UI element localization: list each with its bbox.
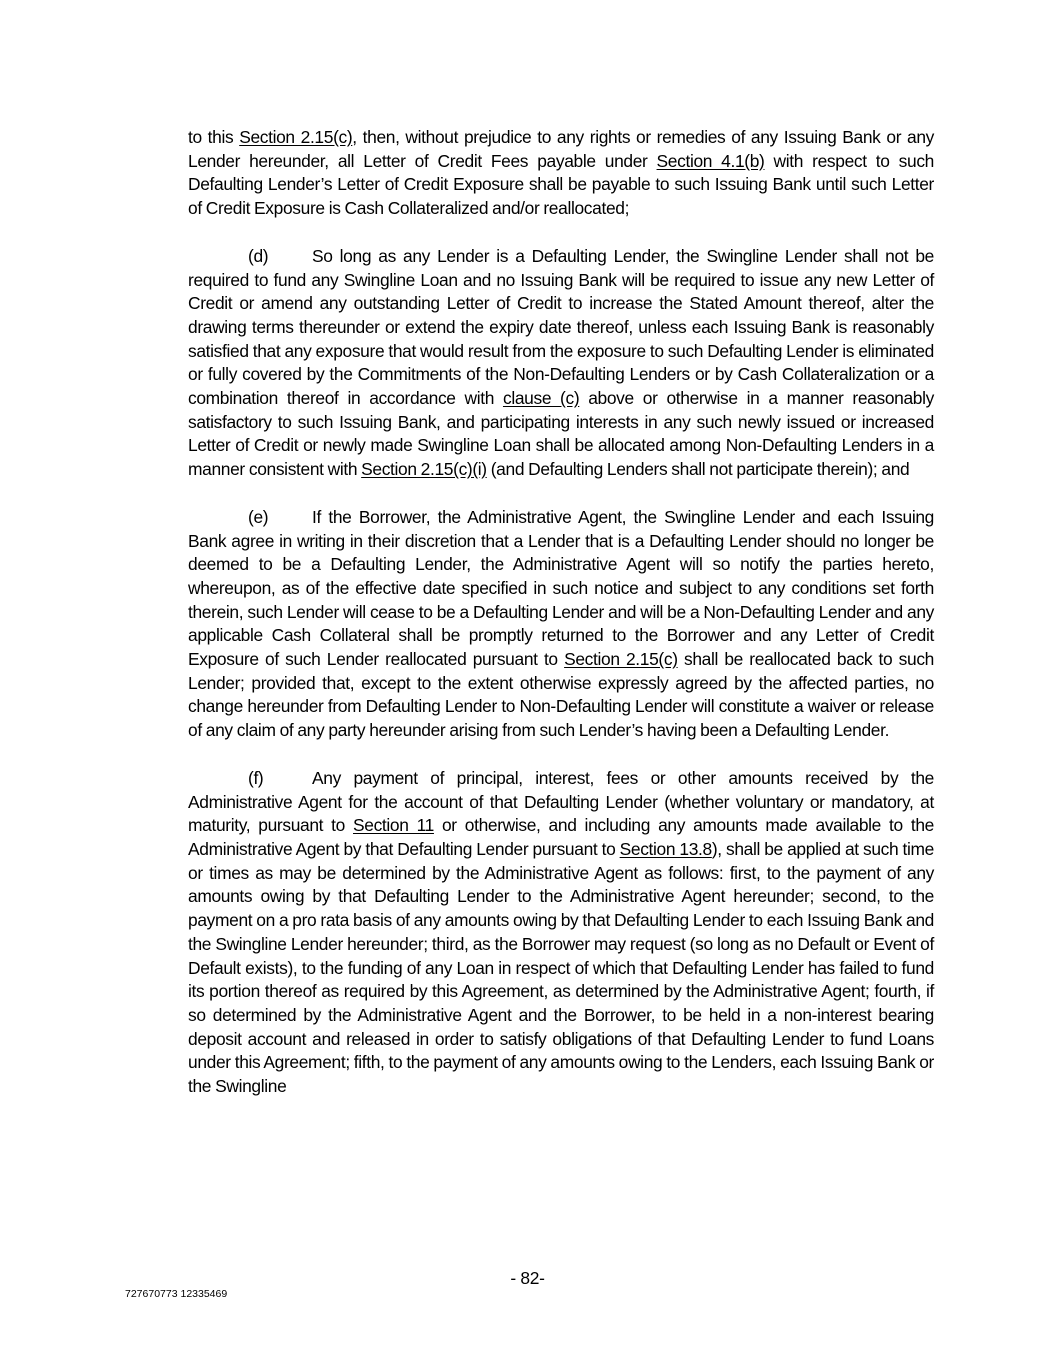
- text-run: ), shall be applied at such time or times as may be determined by the Administrative Agent as follows: first, to the payment of any amounts owing by that Defaulting Lender to the Administrative Agent hereunder; second, to the payment on a pro rata basis of any amounts owing by that Defaulting Lender to each Issuing Bank and the Swingline Lender hereunder; third, as the Borrower may request (so long as no Default or Event of Default exists), to the funding of any Loan in respect of which that Defaulting Lender has failed to fund its portion thereof as required by this Agreement, as determined by the Administrative Agent; fourth, if so determined by the Administrative Agent and the Borrower, to be held in a non-interest bearing deposit account and released in order to satisfy obligations of that Defaulting Lender to fund Loans under this Agreement; fifth, to the payment of any amounts owing to the Lenders, each Issuing Bank or the Swingline: [188, 838, 934, 1097]
- text-run: above or otherwise in a manner reasonably satisfactory to such Issuing Bank, and participating interests in any such newly issued or increased Letter of Credit or newly made Swingline Loan shall be allocated among Non-Defaulting Lenders in a manner consistent with: [188, 388, 934, 480]
- clause-label: (e): [248, 506, 269, 527]
- text-run: So long as any Lender is a Defaulting Lender, the Swingline Lender shall not be required to fund any Swingline Loan and no Issuing Bank will be required to issue any new Letter of Credit or amend any outstanding Letter of Credit to increase the Stated Amount thereof, alter the drawing terms thereunder or extend the expiry date thereof, unless each Issuing Bank is reasonably satisfied that any exposure that would result from the exposure to such Defaulting Lender is eliminated or fully covered by the Commitments of the Non-Defaulting Lenders or by Cash Collateralization or a combination thereof in accordance with: [188, 245, 934, 409]
- paragraph-f: [188, 767, 934, 1099]
- paragraph-e: [188, 506, 934, 743]
- clause-label: (f): [248, 767, 264, 788]
- text-run: or otherwise, and including any amounts made available to the Administrative Agent by that Defaulting Lender pursuant to: [188, 815, 934, 859]
- text-run: to this: [188, 127, 240, 147]
- section-reference: Section 2.15(c)(i): [361, 459, 487, 480]
- section-reference: Section 11: [353, 815, 434, 836]
- paragraph-continuation: [188, 126, 934, 221]
- clause-label: (d): [248, 245, 269, 266]
- body-text: [188, 126, 934, 1099]
- paragraph-d: [188, 245, 934, 482]
- text-run: , then, without prejudice to any rights or remedies of any Issuing Bank or any Lender hereunder, all Letter of Credit Fees payable under: [188, 127, 934, 171]
- document-id: 727670773 12335469: [125, 1288, 228, 1300]
- section-reference: Section 4.1(b): [656, 150, 765, 171]
- text-run: with respect to such Defaulting Lender’s Letter of Credit Exposure shall be payable to such Issuing Bank until such Letter of Credit Exposure is Cash Collateralized and/or reallocated;: [188, 150, 934, 219]
- clause-reference: clause (c): [502, 388, 580, 409]
- text-run: shall be reallocated back to such Lender; provided that, except to the extent otherwise expressly agreed by the affected parties, no change hereunder from Defaulting Lender to Non-Defaulting Lender will constitute a waiver or release of any claim of any party hereunder arising from such Lender’s having been a Defaulting Lender.: [188, 649, 935, 741]
- section-reference: Section 2.15(c): [564, 649, 678, 670]
- text-run: (and Defaulting Lenders shall not participate therein); and: [486, 459, 910, 480]
- section-reference: Section 13.8: [619, 838, 712, 859]
- text-run: Any payment of principal, interest, fees or other amounts received by the Administrative Agent for the account of that Defaulting Lender (whether voluntary or mandatory, at maturity, pursuant to: [188, 767, 934, 836]
- text-run: If the Borrower, the Administrative Agent, the Swingline Lender and each Issuing Bank agree in writing in their discretion that a Lender that is a Defaulting Lender should no longer be deemed to be a Defaulting Lender, the Administrative Agent will so notify the parties hereto, whereupon, as of the effective date specified in such notice and subject to any conditions set forth therein, such Lender will cease to be a Defaulting Lender and will be a Non-Defaulting Lender and any applicable Cash Collateral shall be promptly returned to the Borrower and any Letter of Credit Exposure of such Lender reallocated pursuant to: [188, 506, 934, 670]
- section-reference: Section 2.15(c): [239, 127, 353, 147]
- page-number: - 82-: [510, 1268, 545, 1288]
